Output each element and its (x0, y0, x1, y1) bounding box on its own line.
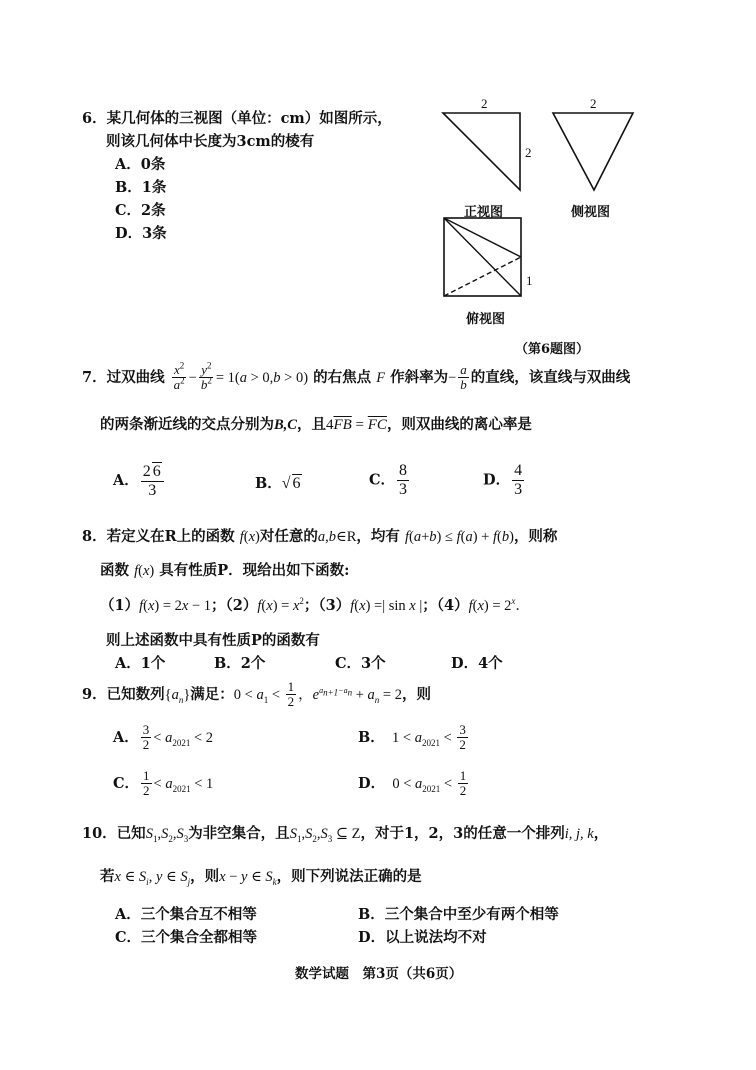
q10-option-b: B．三个集合中至少有两个相等 (358, 906, 559, 923)
side-view-label: 侧视图 (571, 205, 611, 220)
q7-option-d: D． $\frac{4}{3}$ (483, 462, 523, 498)
q8-stem-line1: 8．若定义在R上的函数 f(x)对任意的a,b∈R，均有 f(a+b) ≤ f(a) + f(b)，则称 (82, 528, 558, 545)
q6-option-a: A．0条 (115, 156, 166, 173)
front-view-triangle (443, 113, 520, 190)
q7-formula-y2b2: $\frac{y^2}{b^2}$ (200, 360, 212, 393)
q8-option-c: C．3个 (335, 655, 386, 672)
q7-number: 7． (82, 369, 107, 387)
q9-option-d: D． $0 < a_{2021}$ < $\frac{1}{2}$ (358, 768, 467, 799)
q6-option-d: D．3条 (115, 225, 167, 242)
front-view-label: 正视图 (464, 205, 504, 220)
q9-stem: 9．已知数列$\{a_n\}$满足：$0 < a_1$ < $\frac{1}{2}$ ，$e^{a_{n+1}-a_n} + a_n = 2$，则 (82, 679, 431, 710)
q7-option-c: C． $\frac{8}{3}$ (369, 462, 408, 498)
q10-option-c: C．三个集合全都相等 (115, 929, 258, 946)
front-view-right-dimension: 2 (525, 145, 532, 160)
q9-option-a: A． $\frac{3}{2}$ < $a_{2021} < 2$ (113, 722, 214, 753)
q10-option-a: A．三个集合互不相等 (115, 906, 257, 923)
q8-option-b: B．2个 (214, 655, 266, 672)
q7-formula-x2a2: $\frac{x^2}{a^2}$ (173, 360, 185, 393)
q7-stem-line2: 的两条渐近线的交点分别为B,C，且$4\overline{FB} = \overline{FC}$，则双曲线的离心率是 (100, 416, 532, 433)
q10-option-d: D．以上说法均不对 (358, 929, 487, 946)
page-footer: 数学试题 第3页（共6页） (295, 966, 463, 982)
front-view-top-dimension: 2 (481, 96, 488, 111)
top-view-drawing (444, 218, 521, 296)
q6-stem-line2: 则该几何体中长度为3cm的棱有 (106, 133, 315, 150)
three-view-figure (0, 0, 756, 340)
q7-stem-line1: 7．过双曲线 $\frac{x^2}{a^2}$ − $\frac{y^2}{b^2}$ = 1(a > 0,b > 0) 的右焦点 F 作斜率为− $\frac{a}{b}$ 的直线，该直线与双曲线 (82, 360, 631, 393)
side-view-top-dimension: 2 (590, 96, 597, 111)
q7-option-a: A． $\frac{2 6}{3}$ (113, 462, 166, 500)
q8-function-list: （1）f(x) = 2x − 1；$(2)f(x) = x^2$；（3）f(x) =| sin x |；$(4)f(x) = 2^x$． (100, 596, 530, 614)
q8-option-a: A．1个 (115, 655, 166, 672)
q7-formula-slope: $\frac{a}{b}$ (460, 362, 467, 393)
q10-stem-line1: 10．已知$S_1,S_2,S_3$为非空集合，且$S_1,S_2,S_3$ ⊆ Z，对于1，2，3的任意一个排列i, j, k， (82, 825, 609, 844)
q8-option-d: D．4个 (451, 655, 503, 672)
q9-option-c: C． $\frac{1}{2}$ < $a_{2021} < 1$ (113, 768, 214, 799)
q6-stem-line1: 6．某几何体的三视图（单位：cm）如图所示， (82, 110, 392, 127)
q6-option-c: C．2条 (115, 202, 166, 219)
figure-caption: （第6题图） (515, 342, 590, 357)
q9-option-b: B． $1 < a_{2021}$ < $\frac{3}{2}$ (358, 722, 466, 753)
top-view-label: 俯视图 (466, 312, 506, 327)
side-view-triangle (553, 113, 633, 190)
q8-stem-line4: 则上述函数中具有性质P的函数有 (106, 632, 320, 649)
top-view-right-dimension: 1 (526, 273, 533, 288)
q7-option-b: B．√ 6 (255, 475, 301, 492)
q8-stem-line2: 函数 f(x) 具有性质P．现给出如下函数: (100, 562, 350, 579)
q10-stem-line2: 若x ∈ $S_i$, y ∈ $S_j$，则x − y ∈ $S_k$，则下列说法正确的是 (100, 868, 422, 887)
q6-option-b: B．1条 (115, 179, 167, 196)
